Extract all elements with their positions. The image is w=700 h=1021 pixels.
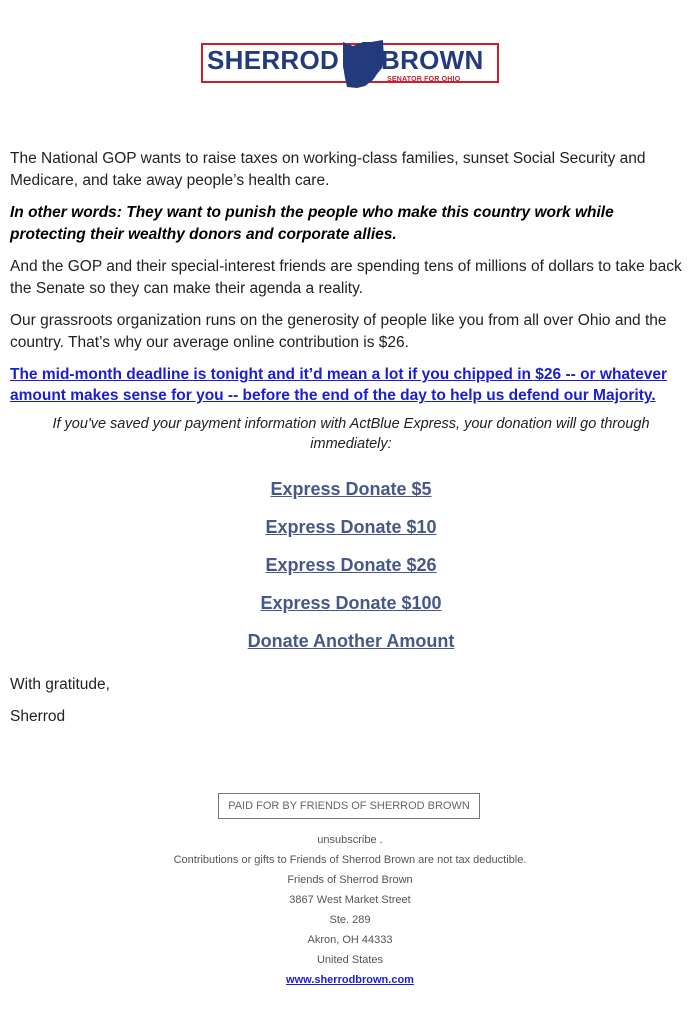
ohio-state-icon — [339, 38, 387, 90]
signoff-name: Sherrod — [10, 708, 66, 725]
express-donate-10-link[interactable]: Express Donate $10 — [265, 517, 437, 537]
donate-another-amount-link[interactable]: Donate Another Amount — [247, 631, 455, 651]
signoff-closing: With gratitude, — [10, 676, 110, 693]
tax-deductible-note: Contributions or gifts to Friends of Sherrod Brown are not tax deductible. — [173, 854, 527, 866]
unsubscribe-suffix: . — [376, 834, 383, 846]
deadline-cta-link[interactable]: The mid-month deadline is tonight and it’d mean a lot if you chipped in $26 -- or whatever amount makes sense for you -- before the end of the day to help us defend our Majority. — [10, 366, 668, 404]
paid-for-disclaimer: PAID FOR BY FRIENDS OF SHERROD BROWN — [218, 793, 480, 819]
express-donate-26-link[interactable]: Express Donate $26 — [265, 555, 437, 575]
unsubscribe-link[interactable]: unsubscribe — [317, 834, 377, 846]
donate-buttons — [10, 478, 692, 652]
email-body — [10, 148, 692, 738]
website-link[interactable]: www.sherrodbrown.com — [286, 974, 414, 986]
footer-country: United States — [316, 954, 384, 966]
express-donate-100-link[interactable]: Express Donate $100 — [260, 593, 442, 613]
footer-suite: Ste. 289 — [329, 914, 371, 926]
body-paragraph-3: And the GOP and their special-interest friends are spending tens of millions of dollars to take back the Senate so they can make their agenda a reality. — [10, 258, 682, 297]
footer-street: 3867 West Market Street — [289, 894, 411, 906]
website-line — [0, 970, 700, 990]
signoff — [10, 674, 692, 728]
logo-last-name: BROWN — [381, 45, 484, 75]
body-paragraph-emphasis: In other words: They want to punish the people who make this country work while protecting their wealthy donors and corporate allies. — [10, 204, 614, 243]
body-paragraph-1: The National GOP wants to raise taxes on working-class families, sunset Social Security and Medicare, and take away people’s health care. — [10, 150, 646, 189]
actblue-express-note: If you've saved your payment information with ActBlue Express, your donation will go through immediately: — [52, 416, 650, 452]
express-donate-5-link[interactable]: Express Donate $5 — [270, 479, 432, 499]
email-footer — [0, 830, 700, 990]
footer-org-name: Friends of Sherrod Brown — [287, 874, 413, 886]
footer-city: Akron, OH 44333 — [307, 934, 393, 946]
logo-first-name: SHERROD — [207, 45, 340, 75]
unsubscribe-line — [0, 830, 700, 850]
logo-subtitle: SENATOR FOR OHIO — [387, 76, 461, 83]
body-paragraph-4: Our grassroots organization runs on the generosity of people like you from all over Ohio and the country. That’s why our average online contribution is $26. — [10, 312, 667, 351]
campaign-logo — [201, 38, 499, 91]
